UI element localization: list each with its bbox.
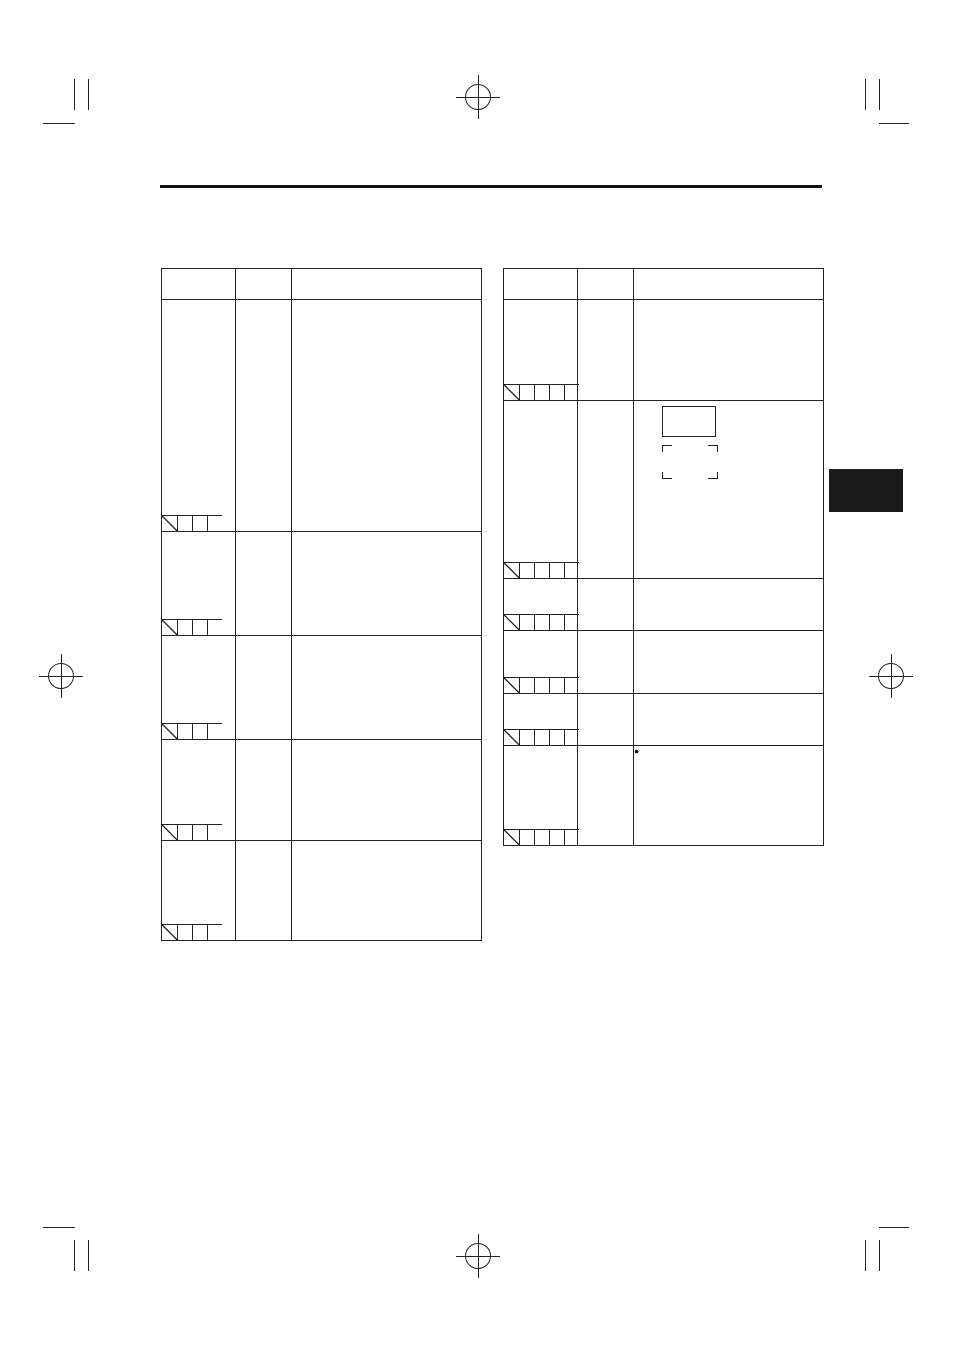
cuf-indicator	[162, 924, 222, 940]
table-row	[504, 300, 824, 401]
table-header-row	[504, 269, 824, 300]
header-remarks	[634, 269, 824, 300]
safety-box-illustration	[662, 406, 716, 437]
remarks-cell	[634, 401, 824, 579]
range-cell	[236, 300, 292, 532]
remarks-cell	[292, 636, 482, 740]
bullet-icon: ●	[634, 746, 640, 756]
table-row	[162, 636, 482, 740]
header-item	[162, 269, 236, 300]
chapter-tab	[829, 469, 903, 512]
table-row	[504, 401, 824, 579]
table-row	[504, 694, 824, 746]
table-row	[504, 579, 824, 631]
table-row	[162, 740, 482, 841]
range-cell	[236, 532, 292, 636]
table-row	[162, 841, 482, 941]
cuf-indicator	[162, 824, 222, 840]
range-cell	[236, 740, 292, 841]
cuf-indicator	[504, 614, 579, 630]
item-name	[162, 841, 235, 849]
cuf-indicator	[504, 677, 579, 693]
item-name	[162, 532, 235, 540]
item-name	[504, 300, 577, 308]
item-name	[504, 746, 577, 754]
cuf-indicator	[504, 384, 579, 400]
item-cell	[504, 694, 578, 746]
cuf-indicator	[162, 619, 222, 635]
table-row	[162, 300, 482, 532]
remarks-cell	[634, 300, 824, 401]
cuf-indicator	[504, 562, 579, 578]
range-cell	[578, 631, 634, 694]
range-cell	[578, 401, 634, 579]
range-cell	[578, 694, 634, 746]
cuf-indicator	[162, 515, 222, 531]
header-item	[504, 269, 578, 300]
remarks-cell	[292, 740, 482, 841]
item-cell	[162, 532, 236, 636]
item-name	[162, 300, 235, 308]
corner-frames-illustration	[662, 445, 718, 479]
title-rule	[160, 185, 822, 188]
table-row	[162, 532, 482, 636]
range-cell	[578, 579, 634, 631]
output-sel-table	[161, 268, 482, 941]
item-cell	[162, 300, 236, 532]
item-cell	[162, 841, 236, 941]
registration-mark	[48, 663, 74, 689]
table-header-row	[162, 269, 482, 300]
item-name	[162, 740, 235, 748]
header-variable-range	[236, 269, 292, 300]
item-cell	[504, 401, 578, 579]
remarks-cell	[634, 579, 824, 631]
range-cell	[578, 746, 634, 846]
remarks-cell	[634, 746, 824, 846]
registration-mark	[465, 84, 491, 110]
video-out-setting-table	[503, 268, 824, 846]
item-name	[504, 631, 577, 639]
item-cell	[162, 636, 236, 740]
item-name	[162, 636, 235, 644]
remarks-cell	[292, 841, 482, 941]
remarks-cell	[634, 631, 824, 694]
item-name	[504, 401, 577, 409]
range-cell	[236, 841, 292, 941]
item-cell	[504, 631, 578, 694]
cuf-indicator	[162, 723, 222, 739]
remarks-cell	[292, 532, 482, 636]
header-remarks	[292, 269, 482, 300]
cuf-indicator	[504, 729, 579, 745]
range-cell	[578, 300, 634, 401]
cuf-indicator	[504, 829, 579, 845]
registration-mark	[878, 663, 904, 689]
item-name	[504, 694, 577, 702]
table-row	[504, 746, 824, 846]
header-variable-range	[578, 269, 634, 300]
table-row	[504, 631, 824, 694]
item-name	[504, 579, 577, 587]
range-cell	[236, 636, 292, 740]
item-cell	[504, 300, 578, 401]
item-cell	[504, 579, 578, 631]
registration-mark	[465, 1243, 491, 1269]
remarks-cell	[634, 694, 824, 746]
item-cell	[504, 746, 578, 846]
item-cell	[162, 740, 236, 841]
remarks-cell	[292, 300, 482, 532]
